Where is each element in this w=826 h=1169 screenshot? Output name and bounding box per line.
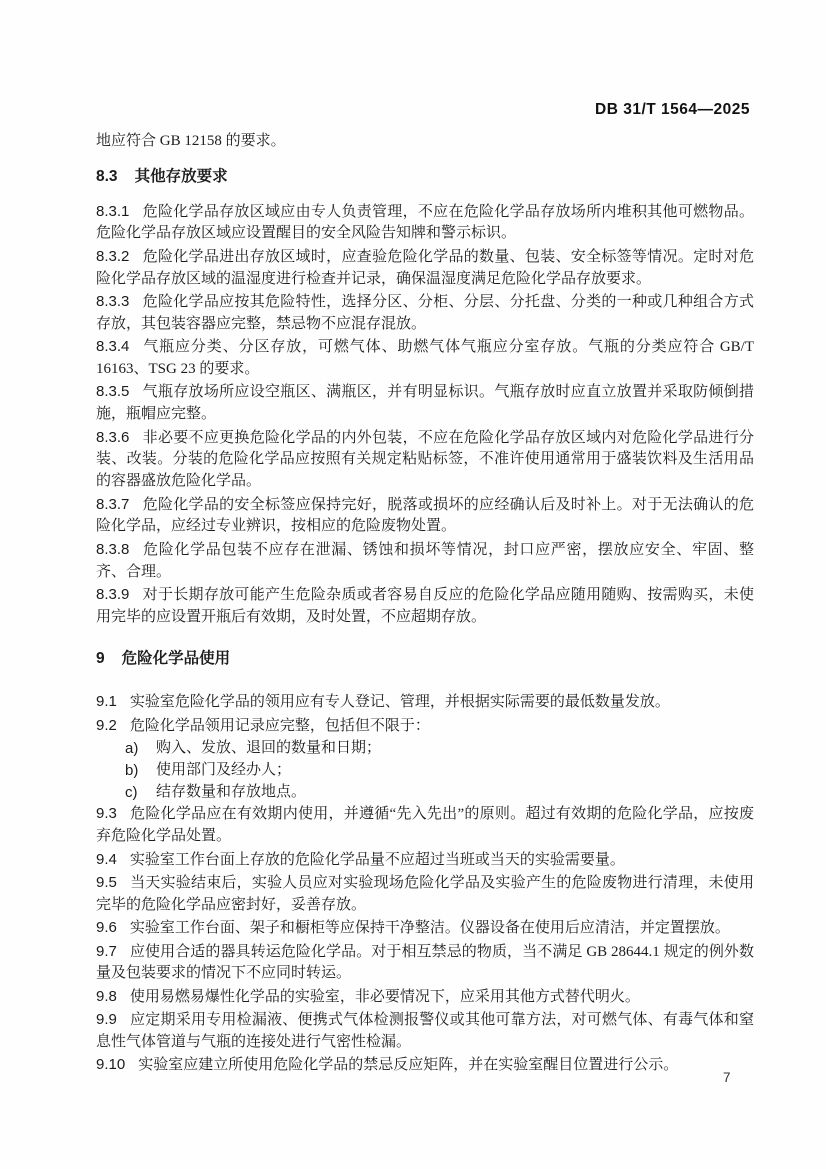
page-number: 7: [723, 1070, 731, 1085]
clause-8-3-6: [96, 427, 754, 493]
clause-number: 9.1: [96, 693, 117, 711]
clause-8-3-7: [96, 494, 754, 539]
clause-8-3-9: [96, 584, 754, 629]
clause-number: 8.3.4: [96, 338, 130, 356]
clause-number: 8.3.3: [96, 292, 130, 310]
clause-number: 9.7: [96, 942, 117, 960]
clause-text: 应使用合适的器具转运危险化学品。对于相互禁忌的物质，当不满足 GB 28644.1 规定的例外数量及包装要求的情况下不应同时转运。: [96, 943, 754, 982]
clause-text: 危险化学品应在有效期内使用，并遵循“先入先出”的原则。超过有效期的危险化学品，应按废弃危险化学品处置。: [96, 806, 754, 845]
clause-number: 8.3.5: [96, 383, 130, 401]
section-title: 危险化学品使用: [121, 650, 231, 668]
list-item-text: 使用部门及经办人；: [156, 761, 292, 778]
carryover-paragraph: 地应符合 GB 12158 的要求。: [96, 133, 286, 149]
clause-8-3-1: [96, 201, 754, 246]
clause-text: 危险化学品领用记录应完整，包括但不限于：: [129, 717, 430, 734]
clause-8-3-8: [96, 539, 754, 584]
clause-number: 9.6: [96, 919, 117, 937]
list-item-text: 购入、发放、退回的数量和日期；: [156, 740, 382, 757]
clause-number: 8.3.1: [96, 202, 130, 220]
clause-text: 气瓶存放场所应设空瓶区、满瓶区，并有明显标识。气瓶存放时应直立放置并采取防倾倒措施，瓶帽应完整。: [96, 384, 754, 423]
clause-text: 对于长期存放可能产生危险杂质或者容易自反应的危险化学品应随用随购、按需购买，未使用完毕的应设置开瓶后有效期，及时处置，不应超期存放。: [96, 586, 754, 625]
clause-text: 实验室应建立所使用危险化学品的禁忌反应矩阵，并在实验室醒目位置进行公示。: [138, 1057, 679, 1074]
section-title: 其他存放要求: [134, 167, 228, 185]
list-item: [96, 782, 754, 804]
clause-number: 8.3.7: [96, 495, 130, 513]
list-item: [96, 760, 754, 782]
clause-text: 非必要不应更换危险化学品的内外包装，不应在危险化学品存放区域内对危险化学品进行分装、改装。分装的危险化学品应按照有关规定粘贴标签，不准许使用通常用于盛装饮料及生活用品的容器盛放危险化学品。: [96, 429, 754, 490]
clause-number: 9.9: [96, 1011, 117, 1029]
section-heading-8-3: [96, 166, 754, 188]
clause-text: 危险化学品应按其危险特性，选择分区、分柜、分层、分托盘、分类的一种或几种组合方式存放，其包装容器应完整，禁忌物不应混存混放。: [96, 293, 754, 332]
list-item-label: a): [125, 740, 139, 758]
clause-number: 9.3: [96, 805, 117, 823]
clause-9-4: [96, 849, 754, 872]
clause-9-10: [96, 1054, 754, 1077]
list-item-text: 结存数量和存放地点。: [156, 783, 307, 800]
clause-9-1: [96, 691, 754, 714]
standard-number-header: DB 31/T 1564—2025: [595, 101, 750, 118]
clause-text: 实验室工作台面、架子和橱柜等应保持干净整洁。仪器设备在使用后应清洁，并定置摆放。: [129, 920, 730, 937]
clause-9-2-sublist: [96, 738, 754, 803]
clause-8-3-4: [96, 336, 754, 381]
clause-9-3: [96, 803, 754, 848]
section-number: 8.3: [96, 167, 118, 185]
list-item-label: b): [125, 761, 139, 779]
section-heading-9: [96, 648, 754, 670]
clause-8-3-2: [96, 246, 754, 291]
clause-8-3-3: [96, 291, 754, 336]
clause-9-2: [96, 715, 754, 738]
clause-text: 危险化学品进出存放区域时，应查验危险化学品的数量、包装、安全标签等情况。定时对危险化学品存放区域的温湿度进行检查并记录，确保温湿度满足危险化学品存放要求。: [96, 248, 754, 287]
clause-number: 9.10: [96, 1056, 126, 1074]
clause-text: 危险化学品的安全标签应保持完好，脱落或损坏的应经确认后及时补上。对于无法确认的危险化学品，应经过专业辨识，按相应的危险废物处置。: [96, 496, 754, 535]
clause-number: 8.3.2: [96, 247, 130, 265]
clause-number: 9.8: [96, 987, 117, 1005]
clause-number: 8.3.8: [96, 540, 130, 558]
clause-text: 危险化学品存放区域应由专人负责管理，不应在危险化学品存放场所内堆积其他可燃物品。危险化学品存放区域应设置醒目的安全风险告知牌和警示标识。: [96, 203, 754, 242]
clause-8-3-5: [96, 381, 754, 426]
clause-number: 8.3.6: [96, 428, 130, 446]
clause-9-9: [96, 1009, 754, 1054]
list-item: [96, 738, 754, 760]
clause-text: 气瓶应分类、分区存放，可燃气体、助燃气体气瓶应分室存放。气瓶的分类应符合 GB/T 16163、TSG 23 的要求。: [96, 339, 754, 377]
clause-text: 当天实验结束后，实验人员应对实验现场危险化学品及实验产生的危险废物进行清理，未使用完毕的危险化学品应密封好，妥善存放。: [96, 875, 754, 913]
clause-text: 危险化学品包装不应存在泄漏、锈蚀和损坏等情况，封口应严密，摆放应安全、牢固、整齐、合理。: [96, 541, 754, 580]
clause-number: 9.2: [96, 716, 117, 734]
clause-text: 使用易燃易爆性化学品的实验室，非必要情况下，应采用其他方式替代明火。: [129, 988, 640, 1005]
clause-number: 9.4: [96, 850, 117, 868]
clause-text: 应定期采用专用检漏液、便携式气体检测报警仪或其他可靠方法，对可燃气体、有毒气体和窒息性气体管道与气瓶的连接处进行气密性检漏。: [96, 1012, 754, 1050]
clause-text: 实验室工作台面上存放的危险化学品量不应超过当班或当天的实验需要量。: [129, 851, 625, 868]
clause-9-6: [96, 917, 754, 940]
clause-9-7: [96, 941, 754, 986]
page-body: [96, 131, 754, 1078]
section-number: 9: [96, 650, 105, 668]
clause-number: 9.5: [96, 874, 117, 892]
clause-text: 实验室危险化学品的领用应有专人登记、管理，并根据实际需要的最低数量发放。: [129, 694, 670, 711]
clause-number: 8.3.9: [96, 585, 130, 603]
clause-9-8: [96, 986, 754, 1009]
list-item-label: c): [125, 783, 138, 801]
clause-9-5: [96, 872, 754, 917]
